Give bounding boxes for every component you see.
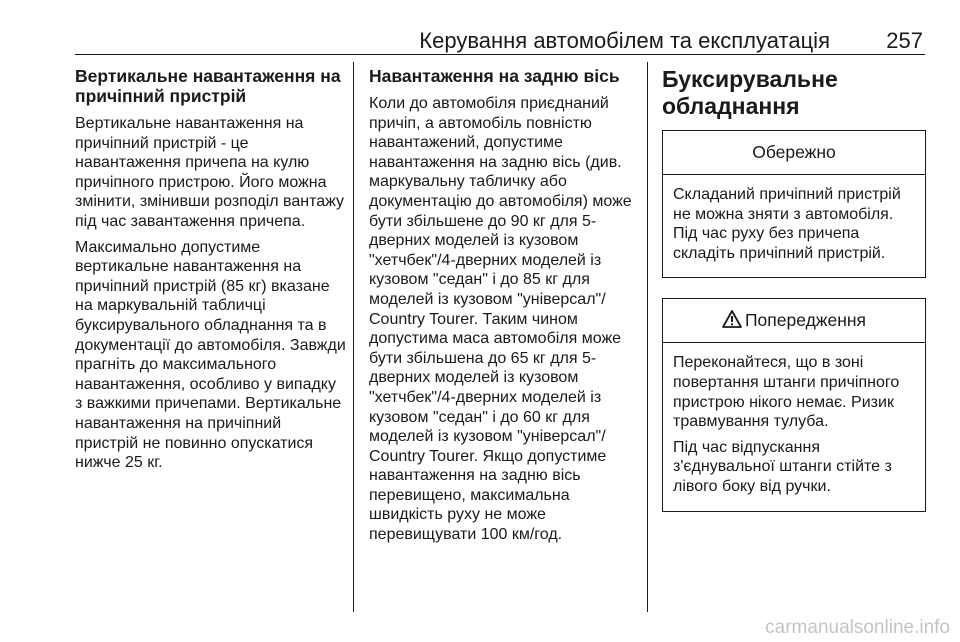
column-rear-axle-load xyxy=(369,66,642,551)
column-divider xyxy=(353,62,354,612)
warning-text: Переконайтеся, що в зоні повертання штанги причіпного пристрою нікого немає. Ризик травмування тулуба. xyxy=(673,354,900,431)
section-heading: Навантаження на задню вісь xyxy=(369,66,620,86)
warning-triangle-icon xyxy=(722,310,742,328)
page-number: 257 xyxy=(886,28,923,53)
section-heading: Вертикальне навантаження на причіпний пристрій xyxy=(75,66,341,106)
caution-title: Обережно xyxy=(663,131,925,175)
watermark: carmanualsonline.info xyxy=(765,617,950,638)
section-heading: Буксирувальне обладнання xyxy=(662,66,838,119)
column-vertical-load xyxy=(75,66,347,479)
paragraph: Максимально допустиме вертикальне навантаження на причіпний пристрій (85 кг) вказане на маркувальній табличці буксирувального обладнання та в документації до автомобіля. Завжди прагніть до максимального навантаження, особливо у випадку з важкими причепами. Вертикальне навантаження на причіпний пристрій не повинно опускатися нижче 25 кг. xyxy=(75,238,346,472)
warning-box xyxy=(662,298,926,511)
paragraph: Вертикальне навантаження на причіпний пристрій - це навантаження причепа на кулю причіпного пристрою. Його можна змінити, змінивши розподіл вантажу під час завантаження причепа. xyxy=(75,115,345,230)
warning-header xyxy=(663,299,925,343)
caution-box xyxy=(662,130,926,278)
caution-text: Складаний причіпний пристрій не можна зняти з автомобіля. Під час руху без причепа складіть причіпний пристрій. xyxy=(673,186,901,262)
warning-title: Попередження xyxy=(744,310,867,331)
header-title: Керування автомобілем та експлуатація xyxy=(419,28,830,53)
page-header xyxy=(75,24,925,55)
warning-text: Під час відпускання з'єднувальної штанги стійте з лівого боку від ручки. xyxy=(673,438,892,495)
paragraph: Коли до автомобіля приєднаний причіп, а автомобіль повністю навантажений, допустиме навантаження на задню вісь (див. маркувальну табличку або документацію до автомобіля) може бути збільшене до 90 кг для 5-дверних моделей із кузовом "хетчбек"/4-дверних моделей із кузовом "седан" і до 85 кг для моделей із кузовом "універсал"/ Country Tourer. Таким чином допустима маса автомобіля може бути збільшена до 65 кг для 5-дверних моделей із кузовом "хетчбек"/4-дверних моделей із кузовом "седан" і до 60 кг для моделей із кузовом "універсал"/ Country Tourer. Якщо допустиме навантаження на задню вісь перевищено, максимальна швидкість руху не може перевищувати 100 км/год. xyxy=(369,95,632,544)
column-divider xyxy=(647,62,648,612)
column-towing-equipment xyxy=(662,66,926,532)
